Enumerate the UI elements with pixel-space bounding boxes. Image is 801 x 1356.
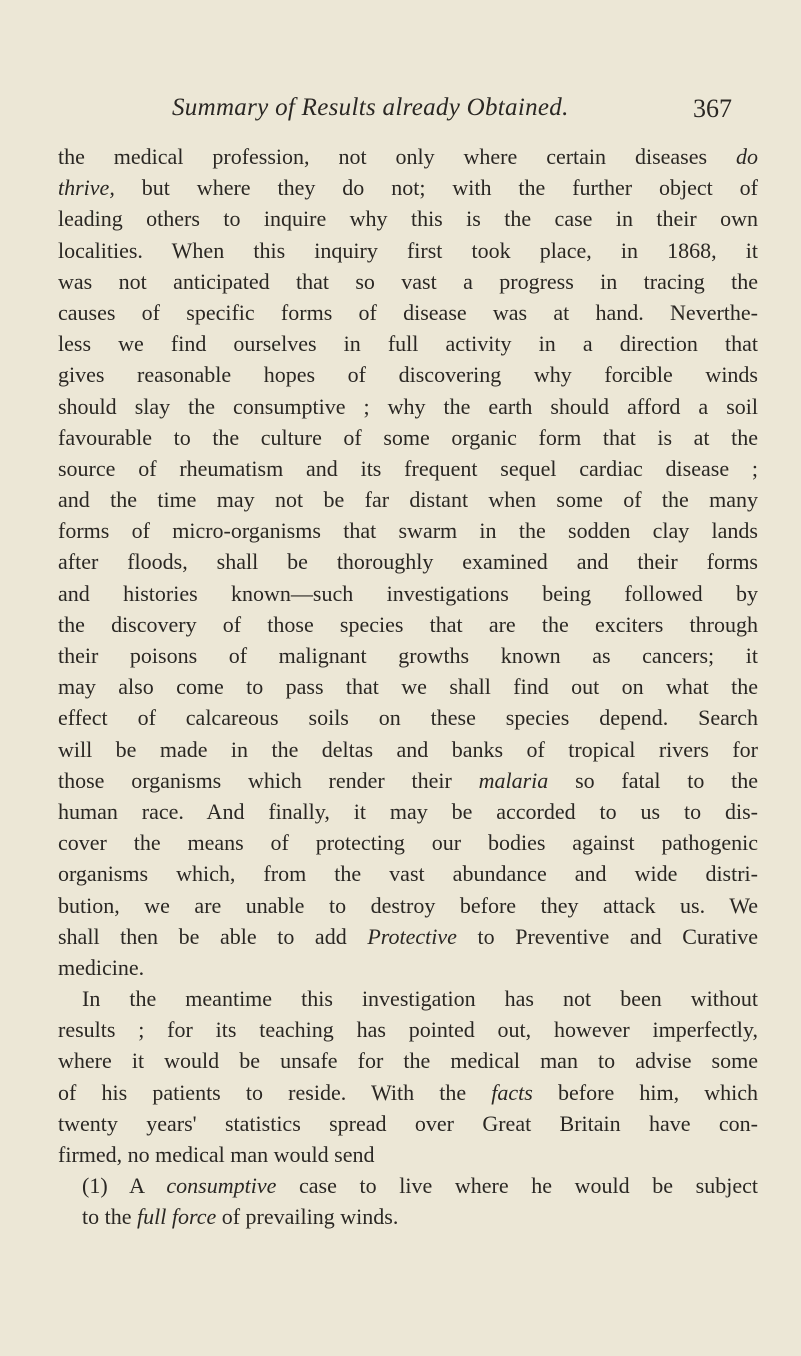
text-line: and histories known—such investigations being followed by xyxy=(58,580,758,606)
text-line: will be made in the deltas and banks of tropical rivers for xyxy=(58,736,758,762)
text-line: the medical profession, not only where certain diseases do xyxy=(58,144,758,169)
text-line: organisms which, from the vast abundance and wide distri- xyxy=(58,861,758,887)
text-line: less we find ourselves in full activity in a direction that xyxy=(58,331,758,357)
text-line: results ; for its teaching has pointed out, however imperfectly, xyxy=(58,1017,758,1043)
text-line: gives reasonable hopes of discovering why forcible winds xyxy=(58,362,758,388)
text-line: cover the means of protecting our bodies against pathogenic xyxy=(58,830,758,856)
text-line: shall then be able to add Protective to Preventive and Curative xyxy=(58,923,759,949)
text-line: of his patients to reside. With the facts before him, which xyxy=(58,1079,759,1105)
text-line: leading others to inquire why this is the case in their own xyxy=(58,206,758,232)
text-line: human race. And finally, it may be accorded to us to dis- xyxy=(58,798,758,824)
page-number: 367 xyxy=(693,94,732,123)
text-line: may also come to pass that we shall find out on what the xyxy=(58,674,758,700)
list-item: (1) A consumptive case to live where he would be subject xyxy=(82,1173,758,1199)
text-line: effect of calcareous soils on these species depend. Search xyxy=(58,705,758,731)
text-line: forms of micro-organisms that swarm in the sodden clay lands xyxy=(58,518,758,544)
text-line: thrive, but where they do not; with the further object of xyxy=(58,175,759,201)
text-line: localities. When this inquiry first took place, in 1868, it xyxy=(58,237,758,263)
text-line: bution, we are unable to destroy before they attack us. We xyxy=(58,892,758,918)
text-line: after floods, shall be thoroughly examined and their forms xyxy=(58,549,758,575)
running-title: Summary of Results already Obtained. xyxy=(172,94,569,121)
text-line: causes of specific forms of disease was at hand. Neverthe- xyxy=(58,299,758,325)
body-text xyxy=(58,141,758,1233)
text-line: favourable to the culture of some organic form that is at the xyxy=(58,424,758,450)
text-line: the discovery of those species that are the exciters through xyxy=(58,611,758,637)
text-line: their poisons of malignant growths known as cancers; it xyxy=(58,643,758,668)
text-line: those organisms which render their malaria so fatal to the xyxy=(58,767,759,793)
text-line: In the meantime this investigation has not been without xyxy=(82,986,758,1012)
text-line: where it would be unsafe for the medical man to advise some xyxy=(58,1048,758,1074)
list-item-continuation: to the full force of prevailing winds. xyxy=(82,1204,399,1230)
text-line: and the time may not be far distant when some of the many xyxy=(58,487,758,513)
text-line: was not anticipated that so vast a progress in tracing the xyxy=(58,268,758,294)
text-line: medicine. xyxy=(58,954,145,980)
text-line: firmed, no medical man would send xyxy=(58,1142,375,1167)
running-head xyxy=(172,94,732,134)
text-line: should slay the consumptive ; why the earth should afford a soil xyxy=(58,393,758,419)
text-line: twenty years' statistics spread over Great Britain have con- xyxy=(58,1110,758,1136)
text-line: source of rheumatism and its frequent sequel cardiac disease ; xyxy=(58,455,758,481)
